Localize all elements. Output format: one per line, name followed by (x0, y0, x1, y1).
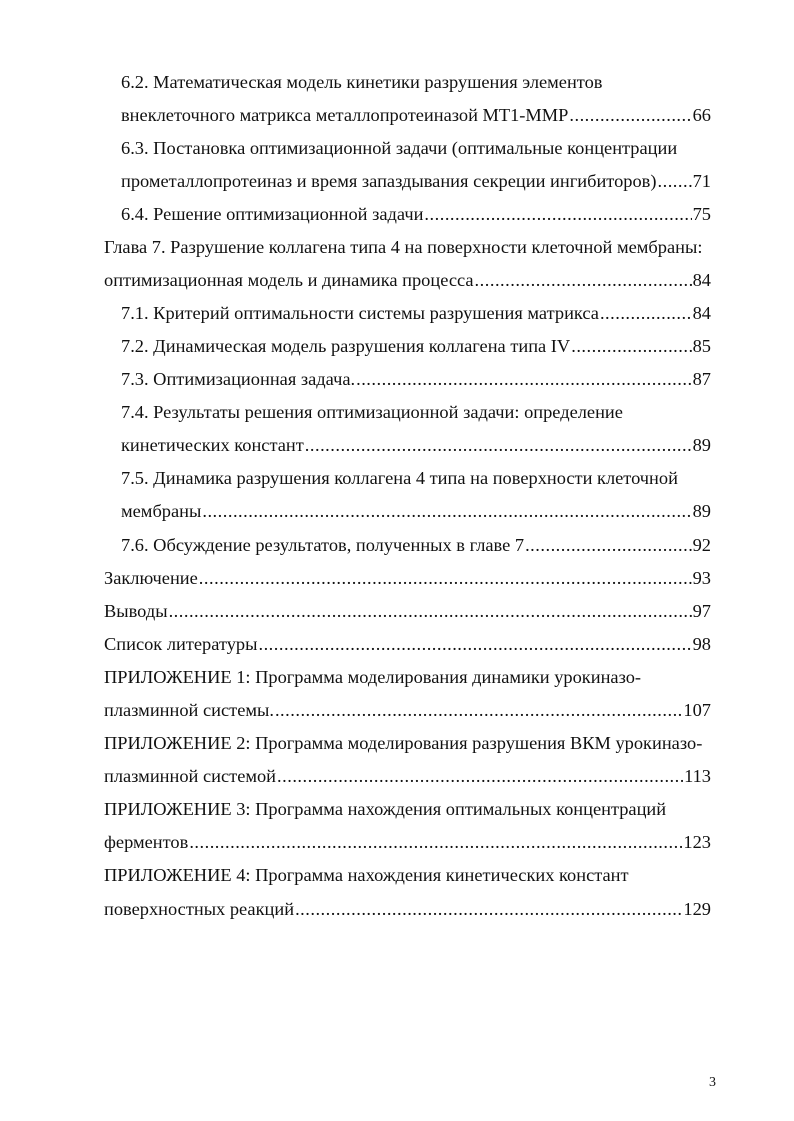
leader-dots (658, 165, 692, 198)
toc-entry-text: плазминной системой (104, 766, 277, 786)
toc-entry-text: прометаллопротеиназ и время запаздывания секреции ингибиторов) (121, 171, 657, 191)
toc-leader-row (104, 893, 711, 926)
toc-entry-text: ПРИЛОЖЕНИЕ 2: Программа моделирования разрушения ВКМ урокиназо- (104, 733, 703, 753)
toc-entry-text: 7.3. Оптимизационная задача. (121, 369, 356, 389)
leader-dots (305, 429, 692, 462)
toc-entry-7-2 (0, 330, 794, 363)
toc-entry-text: ПРИЛОЖЕНИЕ 1: Программа моделирования динамики урокиназо- (104, 667, 642, 687)
toc-entry-text: 7.2. Динамическая модель разрушения коллагена типа IV (121, 336, 571, 356)
leader-dots (295, 893, 682, 926)
toc-page-number: 84 (692, 303, 711, 323)
leader-dots (202, 495, 691, 528)
toc-entry-text: 6.3. Постановка оптимизационной задачи (оптимальные концентрации (121, 138, 678, 158)
toc-entry-7-4-cont (0, 429, 794, 462)
toc-entry-text: Выводы (104, 601, 168, 621)
toc-page-number: 107 (683, 700, 711, 720)
toc-leader-row (121, 330, 711, 363)
toc-page-number: 123 (683, 832, 711, 852)
toc-leader-row (104, 264, 711, 297)
toc-page-number: 84 (692, 270, 711, 290)
toc-page-number: 66 (692, 105, 711, 125)
toc-page-number: 85 (692, 336, 711, 356)
leader-dots (356, 363, 692, 396)
toc-entry-appendix-1-cont (0, 694, 794, 727)
toc-entry-findings (0, 595, 794, 628)
toc-entry-text: поверхностных реакций (104, 899, 295, 919)
toc-entry-7-5 (0, 462, 794, 495)
toc-entry-6-3-cont (0, 165, 794, 198)
toc-leader-row (121, 429, 711, 462)
toc-page-number: 71 (692, 171, 711, 191)
toc-entry-appendix-2-cont (0, 760, 794, 793)
toc-entry-appendix-1 (0, 661, 794, 694)
toc-leader-row (121, 99, 711, 132)
toc-entry-text: внеклеточного матрикса металлопротеиназой МТ1-ММР (121, 105, 569, 125)
toc-page-number: 129 (683, 899, 711, 919)
toc-entry-text: Заключение (104, 568, 198, 588)
leader-dots (258, 628, 691, 661)
toc-entry-6-2-cont (0, 99, 794, 132)
toc-entry-appendix-3 (0, 793, 794, 826)
toc-entry-text: Глава 7. Разрушение коллагена типа 4 на поверхности клеточной мембраны: (104, 237, 703, 257)
toc-leader-row (104, 826, 711, 859)
toc-entry-text: кинетических констант (121, 435, 304, 455)
toc-page-number: 97 (692, 601, 711, 621)
toc-entry-text: ПРИЛОЖЕНИЕ 3: Программа нахождения оптимальных концентраций (104, 799, 667, 819)
leader-dots (189, 826, 682, 859)
toc-entry-7-6 (0, 529, 794, 562)
toc-entry-6-2 (0, 66, 794, 99)
toc-page-number: 89 (692, 501, 711, 521)
toc-entry-text: мембраны (121, 501, 202, 521)
toc-entry-text: 6.2. Математическая модель кинетики разрушения элементов (121, 72, 603, 92)
leader-dots (525, 529, 692, 562)
toc-entry-appendix-4-cont (0, 893, 794, 926)
toc-page-number: 113 (684, 766, 711, 786)
toc-page-number: 89 (692, 435, 711, 455)
toc-entry-text: 7.6. Обсуждение результатов, полученных в главе 7 (121, 535, 525, 555)
toc-page-number: 87 (692, 369, 711, 389)
toc-leader-row (121, 529, 711, 562)
toc-entry-7-1 (0, 297, 794, 330)
toc-entry-7-3 (0, 363, 794, 396)
leader-dots (569, 99, 691, 132)
toc-leader-row (104, 760, 711, 793)
toc-entry-7-4 (0, 396, 794, 429)
toc-leader-row (104, 694, 711, 727)
toc-page-number: 75 (692, 204, 711, 224)
toc-page-number: 98 (692, 634, 711, 654)
toc-leader-row (121, 297, 711, 330)
leader-dots (475, 264, 692, 297)
toc-entry-text: Список литературы (104, 634, 258, 654)
toc-leader-row (121, 495, 711, 528)
page-number: 3 (709, 1075, 716, 1090)
toc-entry-6-4 (0, 198, 794, 231)
toc-page-number: 93 (692, 568, 711, 588)
toc-leader-row (121, 198, 711, 231)
toc-leader-row (121, 165, 711, 198)
leader-dots (424, 198, 691, 231)
toc-entry-conclusion (0, 562, 794, 595)
toc-entry-text: ПРИЛОЖЕНИЕ 4: Программа нахождения кинетических констант (104, 865, 629, 885)
toc-leader-row (121, 363, 711, 396)
toc-entry-chapter-7 (0, 231, 794, 264)
toc-entry-text: оптимизационная модель и динамика процесса (104, 270, 474, 290)
toc-leader-row (104, 562, 711, 595)
toc-entry-appendix-4 (0, 859, 794, 892)
toc-entry-chapter-7-cont (0, 264, 794, 297)
toc-entry-7-5-cont (0, 495, 794, 528)
toc-leader-row (104, 628, 711, 661)
toc-entry-references (0, 628, 794, 661)
toc-entry-text: 6.4. Решение оптимизационной задачи (121, 204, 424, 224)
toc-entry-text: ферментов (104, 832, 189, 852)
toc-entry-text: 7.1. Критерий оптимальности системы разрушения матрикса (121, 303, 599, 323)
toc-page-number: 92 (692, 535, 711, 555)
toc-entry-text: 7.4. Результаты решения оптимизационной задачи: определение (121, 402, 623, 422)
toc-entry-appendix-3-cont (0, 826, 794, 859)
toc-entry-appendix-2 (0, 727, 794, 760)
toc-entry-text: 7.5. Динамика разрушения коллагена 4 типа на поверхности клеточной (121, 468, 678, 488)
leader-dots (199, 562, 692, 595)
leader-dots (571, 330, 691, 363)
leader-dots (277, 760, 683, 793)
toc-entry-6-3 (0, 132, 794, 165)
leader-dots (275, 694, 682, 727)
toc-entry-text: плазминной системы. (104, 700, 274, 720)
toc-leader-row (104, 595, 711, 628)
leader-dots (600, 297, 692, 330)
leader-dots (169, 595, 692, 628)
